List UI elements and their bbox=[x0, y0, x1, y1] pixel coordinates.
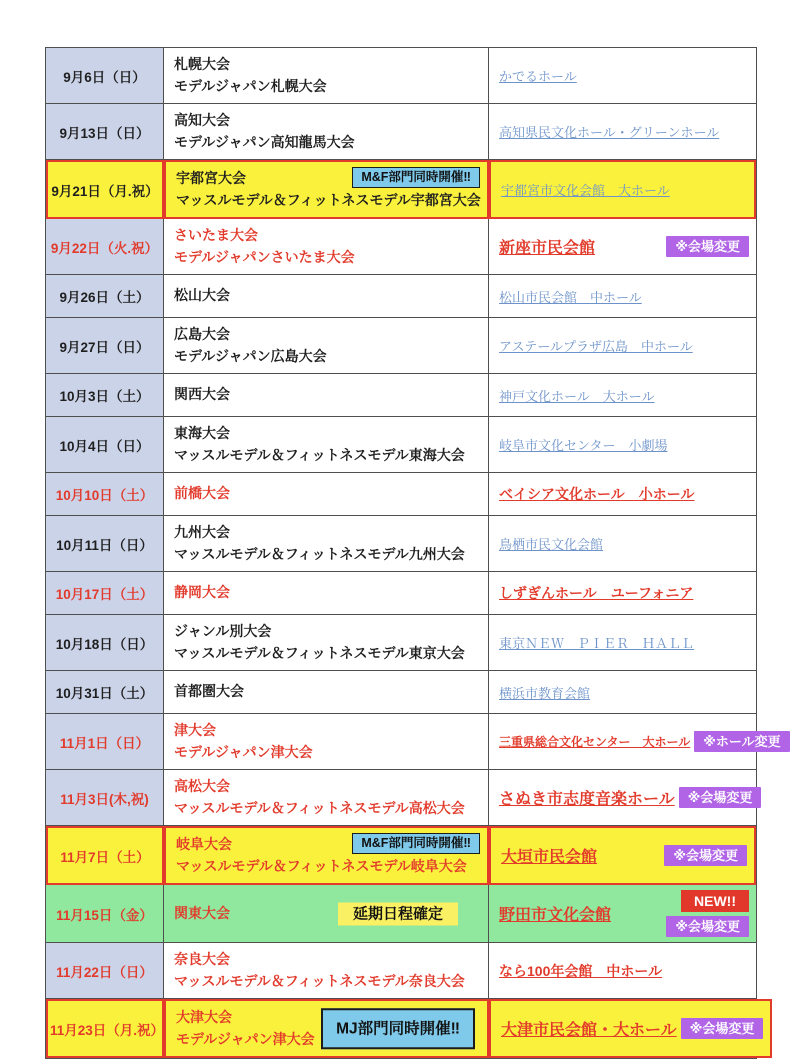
venue-cell bbox=[489, 826, 756, 885]
event-cell bbox=[164, 275, 489, 317]
date-cell bbox=[46, 943, 164, 998]
date-text: 11月15日（金） bbox=[56, 907, 153, 923]
event-title-line: 静岡大会 bbox=[174, 584, 230, 601]
venue-link[interactable]: なら100年会館 中ホール bbox=[499, 962, 663, 979]
event-title-line: マッスルモデル＆フィットネスモデル宇都宮大会 bbox=[176, 191, 481, 208]
venue-cell bbox=[489, 473, 756, 515]
venue-link[interactable]: 大津市民会館・大ホール bbox=[501, 1022, 677, 1039]
venue-link[interactable]: アステールプラザ広島 中ホール bbox=[499, 339, 693, 354]
table-row bbox=[46, 999, 756, 1058]
table-row bbox=[46, 615, 756, 671]
date-cell bbox=[46, 473, 164, 515]
event-title-line: 大津大会 bbox=[176, 1009, 232, 1025]
date-cell bbox=[46, 219, 164, 274]
date-text: 11月22日（日） bbox=[56, 964, 153, 980]
date-cell bbox=[46, 671, 164, 713]
event-title-line: 関西大会 bbox=[174, 386, 230, 403]
event-title-line: 広島大会 bbox=[174, 326, 230, 342]
event-title-line: モデルジャパン広島大会 bbox=[174, 347, 327, 364]
table-row bbox=[46, 516, 756, 572]
venue-cell bbox=[489, 999, 772, 1058]
date-text: 11月7日（土） bbox=[60, 849, 150, 865]
date-text: 11月23日（月.祝） bbox=[50, 1022, 165, 1038]
venue-badges bbox=[681, 1018, 764, 1039]
schedule-table bbox=[45, 47, 781, 1059]
event-title-line: 前橋大会 bbox=[174, 485, 230, 502]
event-cell bbox=[164, 219, 489, 274]
event-title-line: 宇都宮大会 bbox=[176, 170, 246, 186]
venue-change-badge: ※会場変更 bbox=[679, 787, 762, 808]
date-cell bbox=[46, 615, 164, 670]
table-row bbox=[46, 48, 756, 104]
event-title-line: 高知大会 bbox=[174, 112, 230, 128]
event-cell bbox=[164, 104, 489, 159]
event-title-line: モデルジャパンさいたま大会 bbox=[174, 248, 355, 265]
event-title-line: 奈良大会 bbox=[174, 951, 230, 967]
date-text: 9月27日（日） bbox=[59, 339, 150, 355]
venue-cell bbox=[489, 417, 756, 472]
date-text: 10月4日（日） bbox=[59, 438, 150, 454]
date-cell bbox=[46, 714, 164, 769]
venue-badges bbox=[666, 236, 749, 257]
date-text: 9月26日（土） bbox=[59, 290, 150, 305]
venue-link[interactable]: かでるホール bbox=[499, 69, 577, 84]
event-title-line: 高松大会 bbox=[174, 778, 230, 794]
event-cell bbox=[164, 48, 489, 103]
venue-link[interactable]: 東京ＮＥＷ ＰＩＥＲ ＨＡＬＬ bbox=[499, 636, 695, 651]
date-cell bbox=[46, 770, 164, 825]
event-title-line: 九州大会 bbox=[174, 524, 230, 540]
new-badge: NEW!! bbox=[681, 890, 749, 912]
venue-badges bbox=[664, 845, 747, 866]
event-cell bbox=[164, 417, 489, 472]
table-row bbox=[46, 417, 756, 473]
venue-link[interactable]: ベイシア文化ホール 小ホール bbox=[499, 486, 695, 502]
venue-link[interactable]: 三重県総合文化センター 大ホール bbox=[499, 735, 691, 749]
date-text: 10月3日（土） bbox=[59, 389, 150, 404]
venue-badges bbox=[694, 731, 789, 752]
venue-cell bbox=[489, 770, 768, 825]
venue-link[interactable]: さぬき市志度音楽ホール bbox=[499, 791, 675, 808]
table-row bbox=[46, 770, 756, 826]
venue-cell bbox=[489, 104, 756, 159]
date-cell bbox=[46, 885, 164, 942]
date-text: 10月31日（土） bbox=[55, 686, 154, 701]
table-row bbox=[46, 318, 756, 374]
event-title-line: 松山大会 bbox=[174, 287, 230, 304]
table-row bbox=[46, 219, 756, 275]
table-row bbox=[46, 671, 756, 714]
event-cell bbox=[164, 943, 489, 998]
venue-cell bbox=[489, 885, 756, 942]
venue-link[interactable]: 新座市民会館 bbox=[499, 240, 596, 257]
date-cell bbox=[46, 417, 164, 472]
date-cell bbox=[46, 374, 164, 416]
date-cell bbox=[46, 826, 164, 885]
event-title-line: 津大会 bbox=[174, 722, 216, 738]
table-row bbox=[46, 104, 756, 160]
event-title-line: モデルジャパン札幌大会 bbox=[174, 77, 327, 94]
event-title-line: マッスルモデル＆フィットネスモデル岐阜大会 bbox=[176, 857, 467, 874]
venue-link[interactable]: 岐阜市文化センター 小劇場 bbox=[499, 438, 668, 453]
venue-link[interactable]: 大垣市民会館 bbox=[501, 849, 598, 866]
table-row bbox=[46, 275, 756, 318]
event-cell bbox=[164, 473, 489, 515]
event-cell bbox=[164, 885, 489, 942]
venue-badges bbox=[679, 787, 762, 808]
event-cell bbox=[164, 374, 489, 416]
venue-link[interactable]: 横浜市教育会館 bbox=[499, 685, 591, 701]
venue-badges bbox=[666, 890, 749, 937]
table-row bbox=[46, 885, 756, 943]
event-title-line: マッスルモデル＆フィットネスモデル東京大会 bbox=[174, 644, 465, 661]
venue-link[interactable]: 鳥栖市民文化会館 bbox=[499, 537, 604, 552]
event-cell bbox=[164, 572, 489, 614]
venue-link[interactable]: 野田市文化会館 bbox=[499, 907, 612, 924]
event-title-line: 首都圏大会 bbox=[174, 683, 244, 700]
event-title-line: さいたま大会 bbox=[174, 227, 258, 243]
event-title-line: 東海大会 bbox=[174, 425, 230, 441]
venue-cell bbox=[489, 615, 756, 670]
venue-cell bbox=[489, 160, 756, 219]
date-text: 11月3日(木,祝) bbox=[60, 791, 149, 807]
venue-link[interactable]: 宇都宮市文化会館 大ホール bbox=[501, 183, 670, 198]
venue-change-badge: ※会場変更 bbox=[666, 236, 749, 257]
date-cell bbox=[46, 516, 164, 571]
venue-link[interactable]: しずぎんホール ユーフォニア bbox=[499, 585, 694, 601]
table-row bbox=[46, 714, 781, 770]
venue-cell bbox=[489, 275, 756, 317]
event-cell bbox=[164, 615, 489, 670]
date-cell bbox=[46, 572, 164, 614]
date-text: 9月13日（日） bbox=[59, 125, 150, 141]
date-text: 10月18日（日） bbox=[55, 636, 154, 652]
date-text: 10月10日（土） bbox=[55, 488, 154, 503]
event-title-line: ジャンル別大会 bbox=[174, 623, 272, 639]
event-title-line: マッスルモデル＆フィットネスモデル高松大会 bbox=[174, 799, 465, 816]
event-title-line: マッスルモデル＆フィットネスモデル九州大会 bbox=[174, 545, 465, 562]
event-badge: 延期日程確定 bbox=[338, 902, 458, 925]
event-badge: M&F部門同時開催‼ bbox=[352, 833, 480, 854]
date-text: 10月17日（土） bbox=[55, 587, 154, 602]
date-cell bbox=[46, 48, 164, 103]
venue-change-badge: ※ホール変更 bbox=[694, 731, 789, 752]
event-cell bbox=[164, 160, 489, 219]
venue-cell bbox=[489, 943, 756, 998]
venue-cell bbox=[489, 516, 756, 571]
venue-cell bbox=[489, 714, 797, 769]
date-cell bbox=[46, 104, 164, 159]
venue-change-badge: ※会場変更 bbox=[664, 845, 747, 866]
table-row bbox=[46, 374, 756, 417]
event-title-line: モデルジャパン高知龍馬大会 bbox=[174, 133, 355, 150]
table-row bbox=[46, 160, 756, 219]
venue-link[interactable]: 松山市民会館 中ホール bbox=[499, 289, 642, 305]
table-row bbox=[46, 943, 756, 999]
event-cell bbox=[164, 516, 489, 571]
event-cell bbox=[164, 714, 489, 769]
venue-cell bbox=[489, 572, 756, 614]
event-title-line: 札幌大会 bbox=[174, 56, 230, 72]
event-cell bbox=[164, 826, 489, 885]
date-cell bbox=[46, 999, 164, 1058]
venue-link[interactable]: 神戸文化ホール 大ホール bbox=[499, 388, 655, 404]
date-cell bbox=[46, 275, 164, 317]
event-title-line: 岐阜大会 bbox=[176, 836, 232, 852]
event-title-line: モデルジャパン津大会 bbox=[176, 1030, 315, 1047]
event-title-line: モデルジャパン津大会 bbox=[174, 743, 313, 760]
venue-change-badge: ※会場変更 bbox=[681, 1018, 764, 1039]
venue-cell bbox=[489, 219, 756, 274]
date-text: 11月1日（日） bbox=[59, 735, 150, 751]
table-row bbox=[46, 572, 756, 615]
table-row bbox=[46, 473, 756, 516]
date-cell bbox=[46, 318, 164, 373]
event-cell bbox=[164, 999, 489, 1058]
date-text: 9月22日（火.祝） bbox=[50, 240, 159, 256]
event-cell bbox=[164, 318, 489, 373]
venue-cell bbox=[489, 48, 756, 103]
date-text: 9月6日（日） bbox=[63, 69, 146, 85]
date-text: 10月11日（日） bbox=[56, 537, 153, 553]
venue-cell bbox=[489, 671, 756, 713]
venue-cell bbox=[489, 318, 756, 373]
date-cell bbox=[46, 160, 164, 219]
event-title-line: 関東大会 bbox=[174, 904, 230, 921]
date-text: 9月21日（月.祝） bbox=[51, 183, 159, 199]
event-badge: MJ部門同時開催‼ bbox=[321, 1008, 475, 1050]
event-title-line: マッスルモデル＆フィットネスモデル奈良大会 bbox=[174, 972, 465, 989]
venue-change-badge: ※会場変更 bbox=[666, 916, 749, 937]
event-title-line: マッスルモデル＆フィットネスモデル東海大会 bbox=[174, 446, 465, 463]
event-badge: M&F部門同時開催‼ bbox=[352, 167, 480, 188]
venue-cell bbox=[489, 374, 756, 416]
event-cell bbox=[164, 770, 489, 825]
event-cell bbox=[164, 671, 489, 713]
venue-link[interactable]: 高知県民文化ホール・グリーンホール bbox=[499, 125, 720, 140]
table-row bbox=[46, 826, 756, 885]
